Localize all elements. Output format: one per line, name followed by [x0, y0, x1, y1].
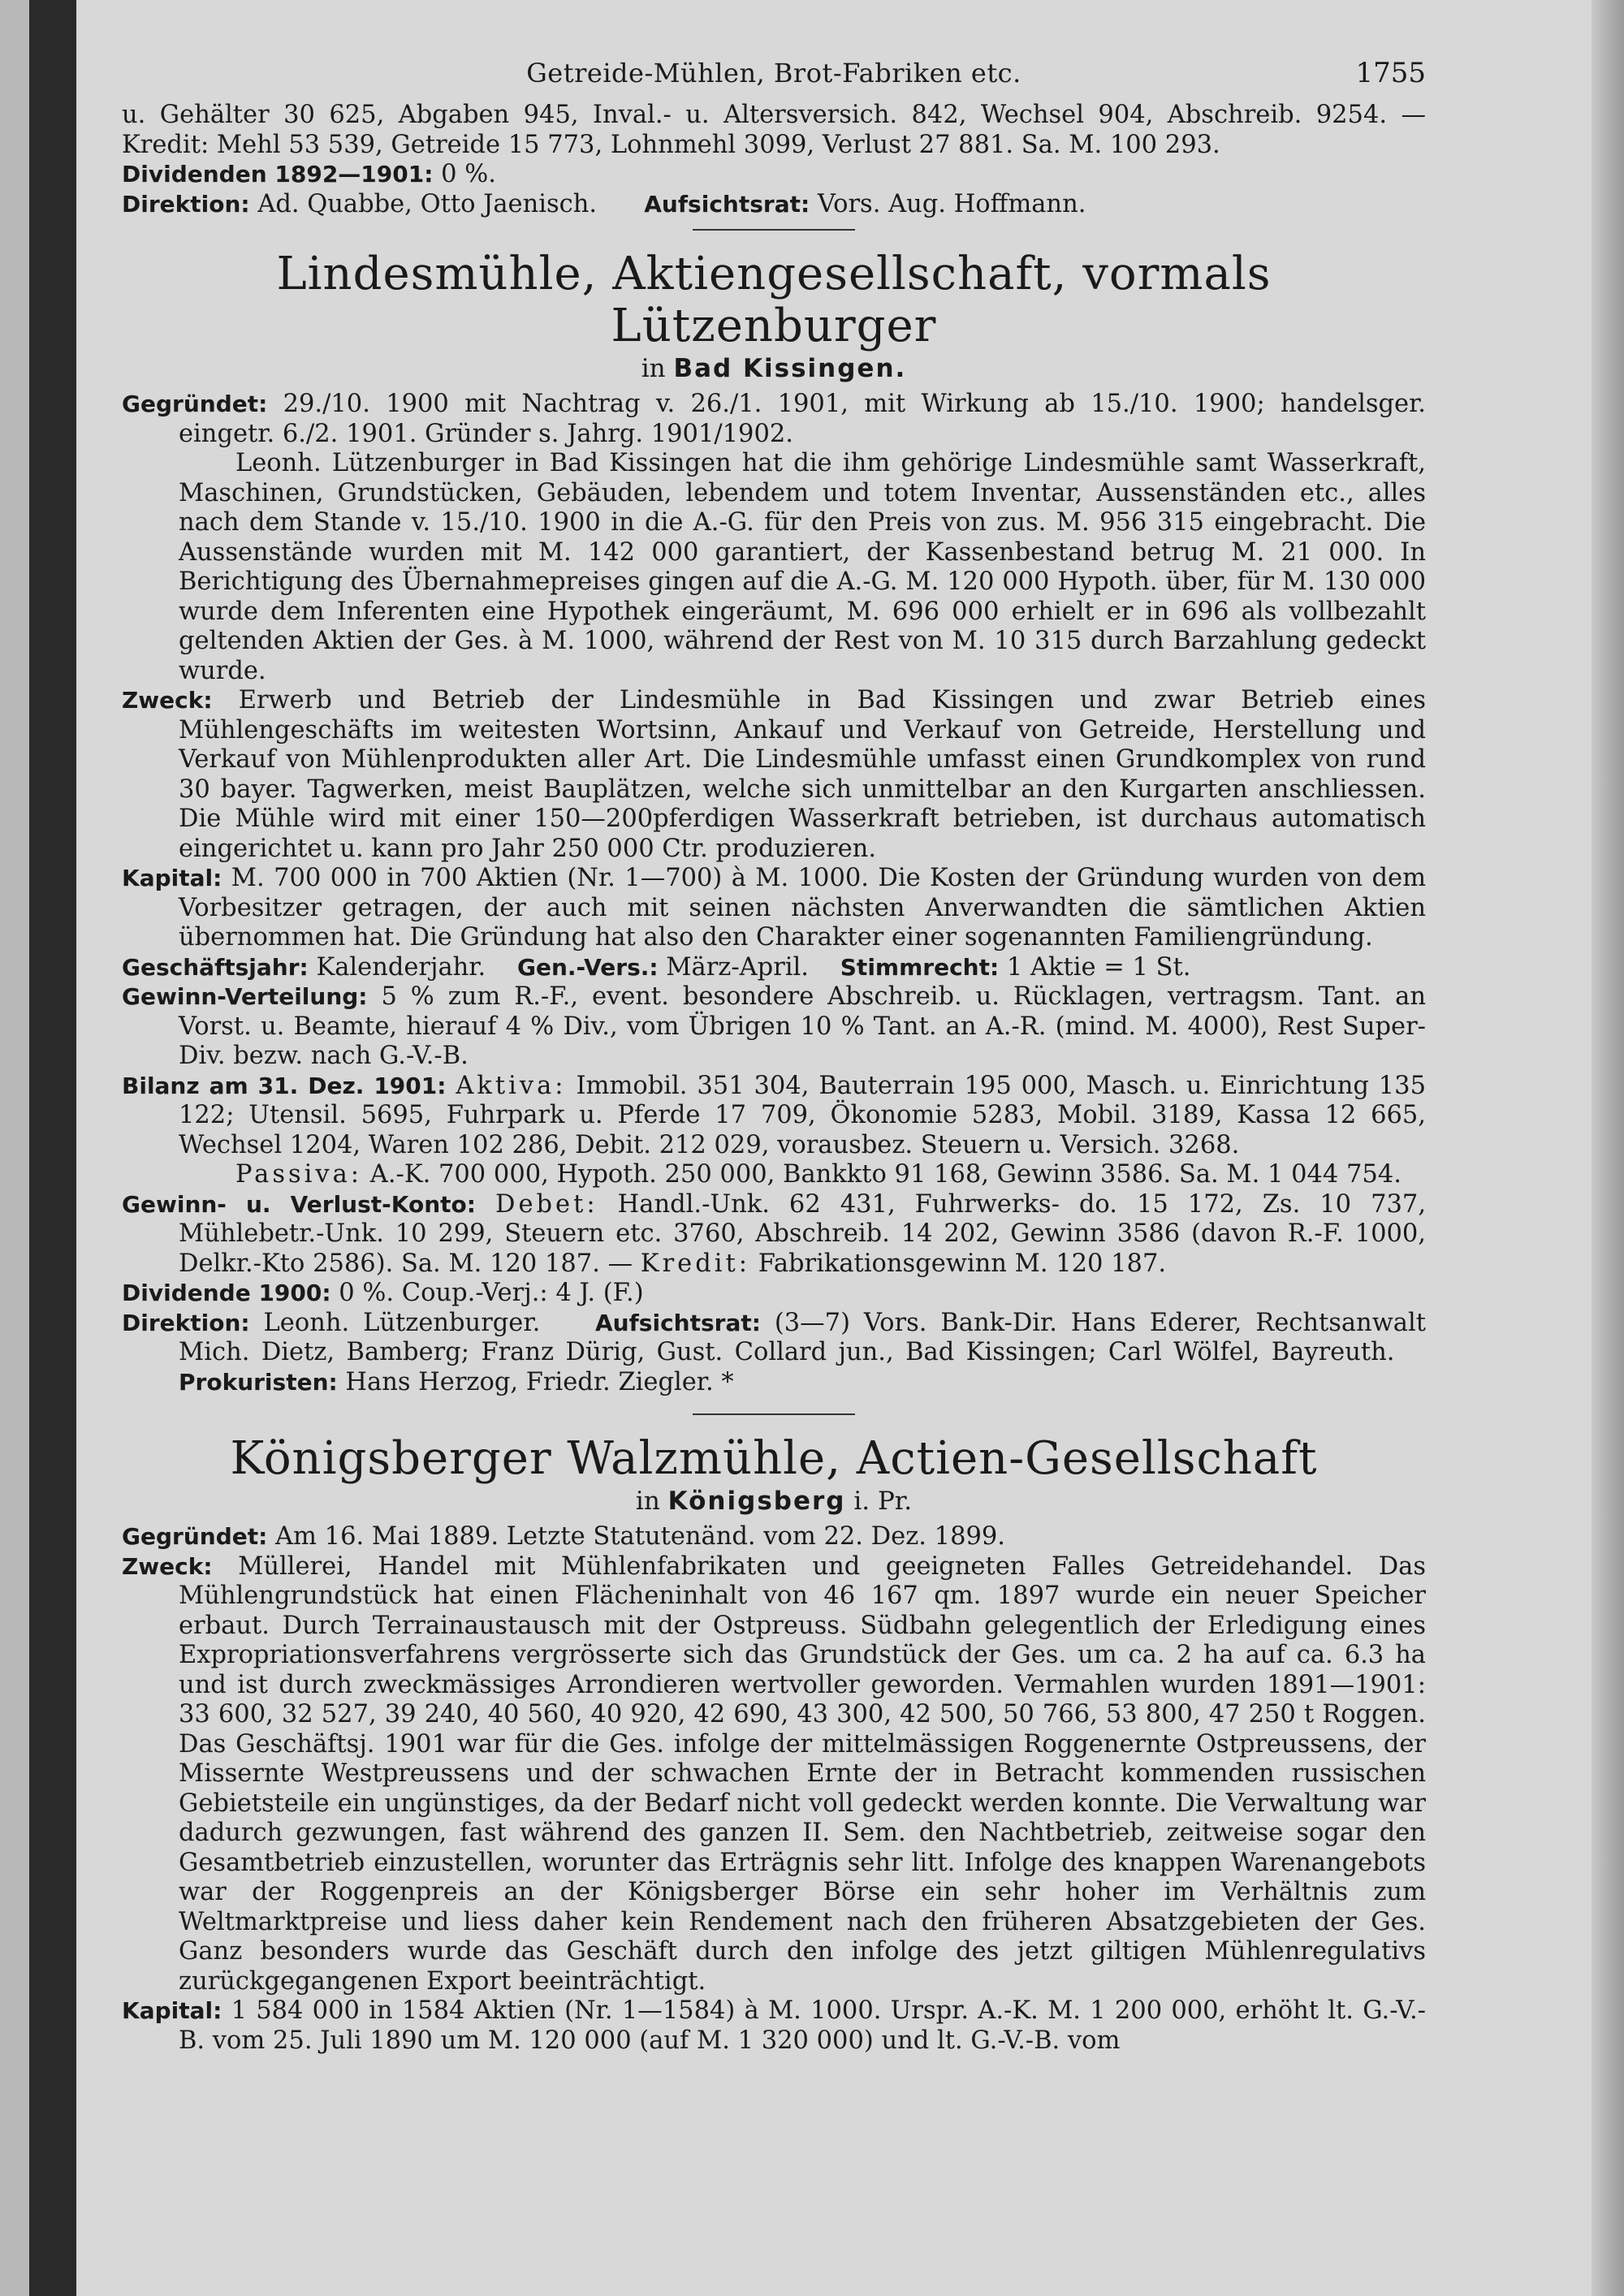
entry-kapital: Kapital: M. 700 000 in 700 Aktien (Nr. 1—700) à M. 1000. Die Kosten der Gründung wurden von dem Vorbesitzer getragen, der auch mit seinen nächsten Anverwandten die sämtlichen Aktien übernommen hat. Die Gründung hat also den Charakter einer sogenannten Familiengründung. [122, 864, 1427, 952]
section-divider [693, 1413, 855, 1415]
entry-gewinn-verteilung: Gewinn-Verteilung: 5 % zum R.-F., event. besondere Abschreib. u. Rücklagen, vertragsm. Tant. an Vorst. u. Beamte, hierauf 4 % Div., vom Übrigen 10 % Tant. an A.-R. (mind. M. 4000), Rest Super-Div. bezw. nach G.-V.-B. [122, 982, 1426, 1070]
entry-zweck: Zweck: Erwerb und Betrieb der Lindesmühle in Bad Kissingen und zwar Betrieb eines Mühlengeschäfts im weitesten Wortsinn, Ankauf und Verkauf von Getreide, Herstellung und Verkauf von Mühlenprodukten aller Art. Die Lindesmühle umfasst einen Grundkomplex von rund 30 bayer. Tagwerken, meist Bauplätzen, welche sich unmittelbar an den Kurgarten anschliessen. Die Mühle wird mit einer 150—200pferdigen Wasserkraft betrieben, ist durchaus automatisch eingerichtet u. kann pro Jahr 250 000 Ctr. produzieren. [122, 686, 1426, 863]
book-page [76, 0, 1592, 2296]
entry-dividende: Dividende 1900: 0 %. Coup.-Verj.: 4 J. (F.) [122, 1279, 644, 1307]
entry-direktion: Direktion: Leonh. Lützenburger. Aufsichtsrat: (3—7) Vors. Bank-Dir. Hans Ederer, Rechtsanwalt Mich. Dietz, Bamberg; Franz Dürig, Gust. Collard jun., Bad Kissingen; Carl Wölfel, Bayreuth. Prokuristen: Hans Herzog, Friedr. Ziegler. * [122, 1308, 1427, 1396]
entry-geschaeftsjahr: Geschäftsjahr: Kalenderjahr. Gen.-Vers.: März-April. Stimmrecht: 1 Aktie = 1 St. [122, 952, 1191, 982]
running-title: Getreide-Mühlen, Brot-Fabriken etc. [526, 58, 1021, 88]
entry2-gegruendet: Gegründet: Am 16. Mai 1889. Letzte Statutenänd. vom 22. Dez. 1899. [122, 1522, 1005, 1551]
previous-direktion: Direktion: Ad. Quabbe, Otto Jaenisch. Aufsichtsrat: Vors. Aug. Hoffmann. [122, 189, 1086, 218]
entry-bilanz: Bilanz am 31. Dez. 1901: Aktiva: Immobil. 351 304, Bauterrain 195 000, Masch. u. Einrichtung 135 122; Utensil. 5695, Fuhrpark u. Pferde 17 709, Ökonomie 5283, Mobil. 3189, Kassa 12 665, Wechsel 1204, Waren 102 286, Debit. 212 029, vorausbez. Steuern u. Versich. 3268. [122, 1071, 1426, 1159]
entry-gewinn-verlust: Gewinn- u. Verlust-Konto: Debet: Handl.-Unk. 62 431, Fuhrwerks- do. 15 172, Zs. 10 737, Mühlebetr.-Unk. 10 299, Steuern etc. 3760, Abschreib. 14 202, Gewinn 3586 (davon R.-F. 1000, Delkr.-Kto 2586). Sa. M. 120 187. — Kredit: Fabrikationsgewinn M. 120 187. [122, 1189, 1427, 1278]
section-divider [693, 229, 855, 231]
entry2-kapital: Kapital: 1 584 000 in 1584 Aktien (Nr. 1—1584) à M. 1000. Urspr. A.-K. M. 1 200 000, erhöht lt. G.-V.-B. vom 25. Juli 1890 um M. 120 000 (auf M. 1 320 000) und lt. G.-V.-B. vom [122, 1996, 1426, 2055]
scan-binding-shadow [29, 0, 76, 2296]
page-number: 1755 [1355, 57, 1426, 89]
entry-gegruendet: Gegründet: 29./10. 1900 mit Nachtrag v. 26./1. 1901, mit Wirkung ab 15./10. 1900; handelsger. eingetr. 6./2. 1901. Gründer s. Jahrg. 1901/1902. [122, 390, 1426, 448]
company-location-lindesmuehle: in Bad Kissingen. [641, 354, 907, 383]
scan-left-margin [0, 0, 29, 2296]
company-location-koenigsberg: in Königsberg i. Pr. [635, 1487, 913, 1516]
company-title-koenigsberger-walzmuehle: Königsberger Walzmühle, Actien-Gesellschaft [230, 1432, 1318, 1485]
company-title-lindesmuehle: Lindesmühle, Aktiengesellschaft, vormals Lützenburger [276, 248, 1272, 352]
scan-right-shadow [1592, 0, 1624, 2296]
entry-history: Leonh. Lützenburger in Bad Kissingen hat die ihm gehörige Lindesmühle samt Wasserkraft, Maschinen, Grundstücken, Gebäuden, lebendem und totem Inventar, Aussenständen etc., alles nach dem Stande v. 15./10. 1900 in die A.-G. für den Preis von zus. M. 956 315 eingebracht. Die Aussenstände wurden mit M. 142 000 garantiert, der Kassenbestand betrug M. 21 000. In Berichtigung des Übernahmepreises gingen auf die A.-G. M. 120 000 Hypoth. über, für M. 130 000 wurde dem Inferenten eine Hypothek eingeräumt, M. 696 000 erhielt er in 696 als vollbezahlt geltenden Aktien der Ges. à M. 1000, während der Rest von M. 10 315 durch Barzahlung gedeckt wurde. [179, 449, 1426, 685]
entry2-zweck: Zweck: Müllerei, Handel mit Mühlenfabrikaten und geeigneten Falles Getreidehandel. Das Mühlengrundstück hat einen Flächeninhalt von 46 167 qm. 1897 wurde ein neuer Speicher erbaut. Durch Terrainaustausch mit der Ostpreuss. Südbahn gelegentlich der Erledigung eines Expropriationsverfahrens vergrösserte sich das Grundstück der Ges. um ca. 2 ha auf ca. 6.3 ha und ist durch zweckmässiges Arrondieren wertvoller geworden. Vermahlen wurden 1891—1901: 33 600, 32 527, 39 240, 40 560, 40 920, 42 690, 43 300, 42 500, 50 766, 53 800, 47 250 t Roggen. Das Geschäftsj. 1901 war für die Ges. infolge der mittelmässigen Roggenernte Ostpreussens, der Missernte Westpreussens und der schwachen Ernte der in Betracht kommenden russischen Gebietsteile ein ungünstiges, da der Bedarf nicht voll gedeckt werden konnte. Die Verwaltung war dadurch gezwungen, fast während des ganzen II. Sem. den Nachtbetrieb, zeitweise sogar den Gesamtbetrieb einzustellen, worunter das Erträgnis sehr litt. Infolge des knappen Warenangebots war der Roggenpreis an der Königsberger Börse ein sehr hoher im Verhältnis zum Weltmarktpreise und liess daher kein Rendement nach den früheren Absatzgebieten der Ges. Ganz besonders wurde das Geschäft durch den infolge des jetzt giltigen Mühlenregulativs zurückgegangenen Export beeinträchtigt. [122, 1552, 1426, 1996]
previous-dividends: Dividenden 1892—1901: 0 %. [122, 160, 496, 188]
entry-passiva: Passiva: A.-K. 700 000, Hypoth. 250 000, Bankkto 91 168, Gewinn 3586. Sa. M. 1 044 754. [235, 1160, 1402, 1189]
page-content [122, 58, 1426, 2056]
previous-entry-continuation: u. Gehälter 30 625, Abgaben 945, Inval.- u. Altersversich. 842, Wechsel 904, Abschreib. 9254. — Kredit: Mehl 53 539, Getreide 15 773, Lohnmehl 3099, Verlust 27 881. Sa. M. 100 293. [122, 101, 1426, 159]
running-header [122, 58, 1426, 101]
